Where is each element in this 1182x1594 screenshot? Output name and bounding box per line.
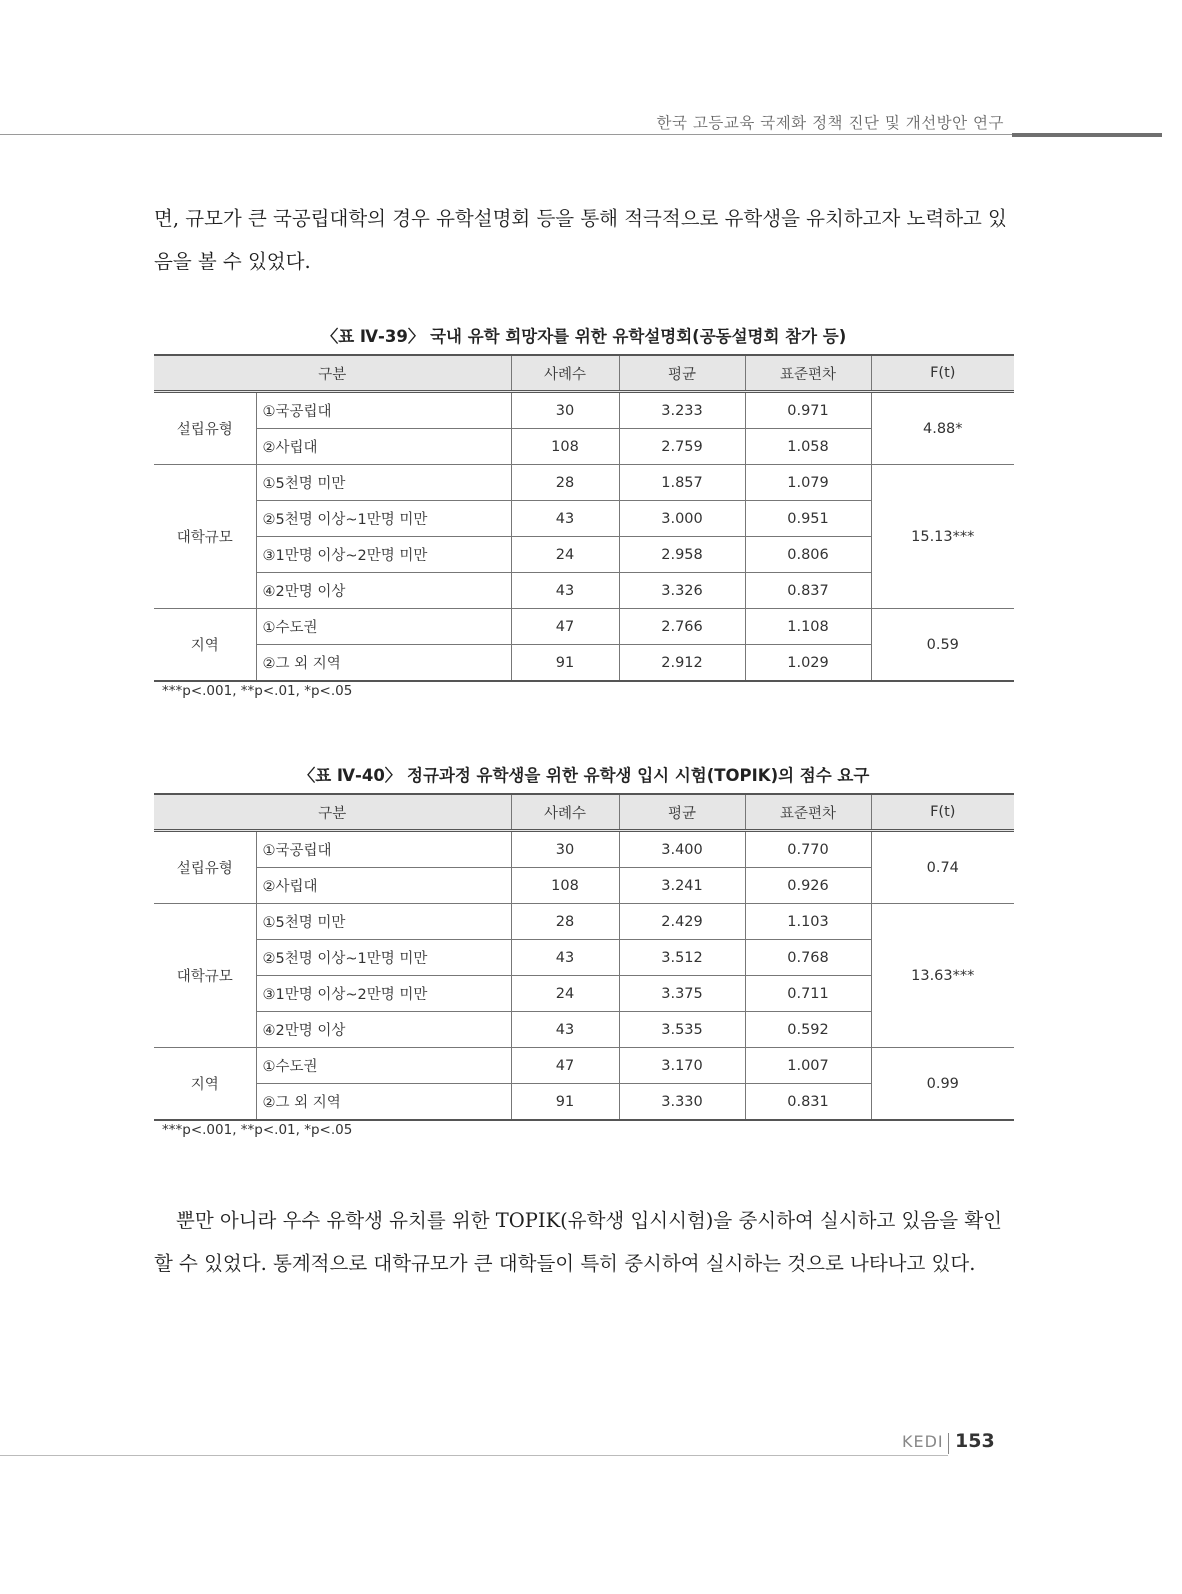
mean-cell: 3.000 (619, 501, 745, 537)
count-cell: 24 (511, 537, 619, 573)
group-label: 지역 (154, 1048, 256, 1121)
count-cell: 24 (511, 976, 619, 1012)
footer-rule (0, 1455, 948, 1456)
subgroup-label: ①국공립대 (256, 831, 511, 868)
mean-cell: 3.330 (619, 1084, 745, 1121)
body-paragraph-bottom: 뿐만 아니라 우수 유학생 유치를 위한 TOPIK(유학생 입시시험)을 중시하여 실시하고 있음을 확인할 수 있었다. 통계적으로 대학규모가 큰 대학들이 특히 중시하여 실시하는 것으로 나타나고 있다. (154, 1209, 1002, 1275)
stats-table-39 (154, 354, 1014, 682)
footer-brand: KEDI (902, 1432, 944, 1451)
significance-note: ***p<.001, **p<.01, *p<.05 (162, 683, 353, 699)
count-cell: 91 (511, 645, 619, 682)
table-row (154, 392, 1014, 429)
count-cell: 30 (511, 392, 619, 429)
f-value-cell: 15.13*** (871, 465, 1014, 609)
subgroup-label: ①수도권 (256, 609, 511, 645)
group-label: 대학규모 (154, 904, 256, 1048)
running-header: 한국 고등교육 국제화 정책 진단 및 개선방안 연구 (656, 114, 1004, 132)
page-number: 153 (955, 1430, 995, 1452)
subgroup-label: ②그 외 지역 (256, 1084, 511, 1121)
sd-cell: 0.831 (745, 1084, 871, 1121)
header-f: F(t) (871, 355, 1014, 392)
subgroup-label: ③1만명 이상~2만명 미만 (256, 976, 511, 1012)
subgroup-label: ②5천명 이상~1만명 미만 (256, 940, 511, 976)
table-caption-39: 〈표 Ⅳ-39〉 국내 유학 희망자를 위한 유학설명회(공동설명회 참가 등) (321, 327, 847, 346)
group-label: 지역 (154, 609, 256, 682)
subgroup-label: ③1만명 이상~2만명 미만 (256, 537, 511, 573)
count-cell: 47 (511, 1048, 619, 1084)
header-sd: 표준편차 (745, 794, 871, 831)
table-header-row (154, 794, 1014, 831)
mean-cell: 2.429 (619, 904, 745, 940)
count-cell: 108 (511, 429, 619, 465)
subgroup-label: ②그 외 지역 (256, 645, 511, 682)
mean-cell: 2.766 (619, 609, 745, 645)
table-row (154, 831, 1014, 868)
group-label: 대학규모 (154, 465, 256, 609)
count-cell: 28 (511, 904, 619, 940)
mean-cell: 3.170 (619, 1048, 745, 1084)
f-value-cell: 13.63*** (871, 904, 1014, 1048)
mean-cell: 3.233 (619, 392, 745, 429)
mean-cell: 3.326 (619, 573, 745, 609)
sd-cell: 0.711 (745, 976, 871, 1012)
header-sd: 표준편차 (745, 355, 871, 392)
count-cell: 43 (511, 940, 619, 976)
count-cell: 30 (511, 831, 619, 868)
header-category: 구분 (154, 794, 511, 831)
mean-cell: 2.759 (619, 429, 745, 465)
mean-cell: 2.958 (619, 537, 745, 573)
sd-cell: 0.768 (745, 940, 871, 976)
count-cell: 47 (511, 609, 619, 645)
subgroup-label: ②사립대 (256, 429, 511, 465)
subgroup-label: ①5천명 미만 (256, 904, 511, 940)
group-label: 설립유형 (154, 831, 256, 904)
table-row (154, 904, 1014, 940)
subgroup-label: ①5천명 미만 (256, 465, 511, 501)
mean-cell: 2.912 (619, 645, 745, 682)
subgroup-label: ④2만명 이상 (256, 573, 511, 609)
mean-cell: 3.512 (619, 940, 745, 976)
f-value-cell: 0.99 (871, 1048, 1014, 1121)
table-caption-40: 〈표 Ⅳ-40〉 정규과정 유학생을 위한 유학생 입시 시험(TOPIK)의 점수 요구 (298, 766, 870, 785)
count-cell: 43 (511, 1012, 619, 1048)
mean-cell: 1.857 (619, 465, 745, 501)
mean-cell: 3.241 (619, 868, 745, 904)
header-category: 구분 (154, 355, 511, 392)
header-count: 사례수 (511, 794, 619, 831)
sd-cell: 1.029 (745, 645, 871, 682)
count-cell: 43 (511, 501, 619, 537)
count-cell: 43 (511, 573, 619, 609)
sd-cell: 0.971 (745, 392, 871, 429)
count-cell: 28 (511, 465, 619, 501)
subgroup-label: ④2만명 이상 (256, 1012, 511, 1048)
header-count: 사례수 (511, 355, 619, 392)
f-value-cell: 0.74 (871, 831, 1014, 904)
sd-cell: 0.926 (745, 868, 871, 904)
header-mean: 평균 (619, 355, 745, 392)
group-label: 설립유형 (154, 392, 256, 465)
f-value-cell: 4.88* (871, 392, 1014, 465)
body-paragraph-top: 면, 규모가 큰 국공립대학의 경우 유학설명회 등을 통해 적극적으로 유학생을 유치하고자 노력하고 있음을 볼 수 있었다. (154, 207, 1007, 273)
subgroup-label: ①수도권 (256, 1048, 511, 1084)
table-header-row (154, 355, 1014, 392)
sd-cell: 0.951 (745, 501, 871, 537)
sd-cell: 0.806 (745, 537, 871, 573)
sd-cell: 0.592 (745, 1012, 871, 1048)
subgroup-label: ②사립대 (256, 868, 511, 904)
header-f: F(t) (871, 794, 1014, 831)
significance-note: ***p<.001, **p<.01, *p<.05 (162, 1122, 353, 1138)
sd-cell: 0.770 (745, 831, 871, 868)
header-mean: 평균 (619, 794, 745, 831)
mean-cell: 3.375 (619, 976, 745, 1012)
sd-cell: 1.007 (745, 1048, 871, 1084)
sd-cell: 0.837 (745, 573, 871, 609)
table-row (154, 1048, 1014, 1084)
count-cell: 91 (511, 1084, 619, 1121)
header-rule (0, 134, 1012, 135)
sd-cell: 1.058 (745, 429, 871, 465)
subgroup-label: ①국공립대 (256, 392, 511, 429)
sd-cell: 1.103 (745, 904, 871, 940)
table-row (154, 609, 1014, 645)
mean-cell: 3.400 (619, 831, 745, 868)
table-row (154, 465, 1014, 501)
f-value-cell: 0.59 (871, 609, 1014, 682)
sd-cell: 1.108 (745, 609, 871, 645)
stats-table-40 (154, 793, 1014, 1121)
count-cell: 108 (511, 868, 619, 904)
header-rule-accent (1012, 133, 1162, 137)
subgroup-label: ②5천명 이상~1만명 미만 (256, 501, 511, 537)
sd-cell: 1.079 (745, 465, 871, 501)
footer-separator (948, 1433, 949, 1454)
mean-cell: 3.535 (619, 1012, 745, 1048)
